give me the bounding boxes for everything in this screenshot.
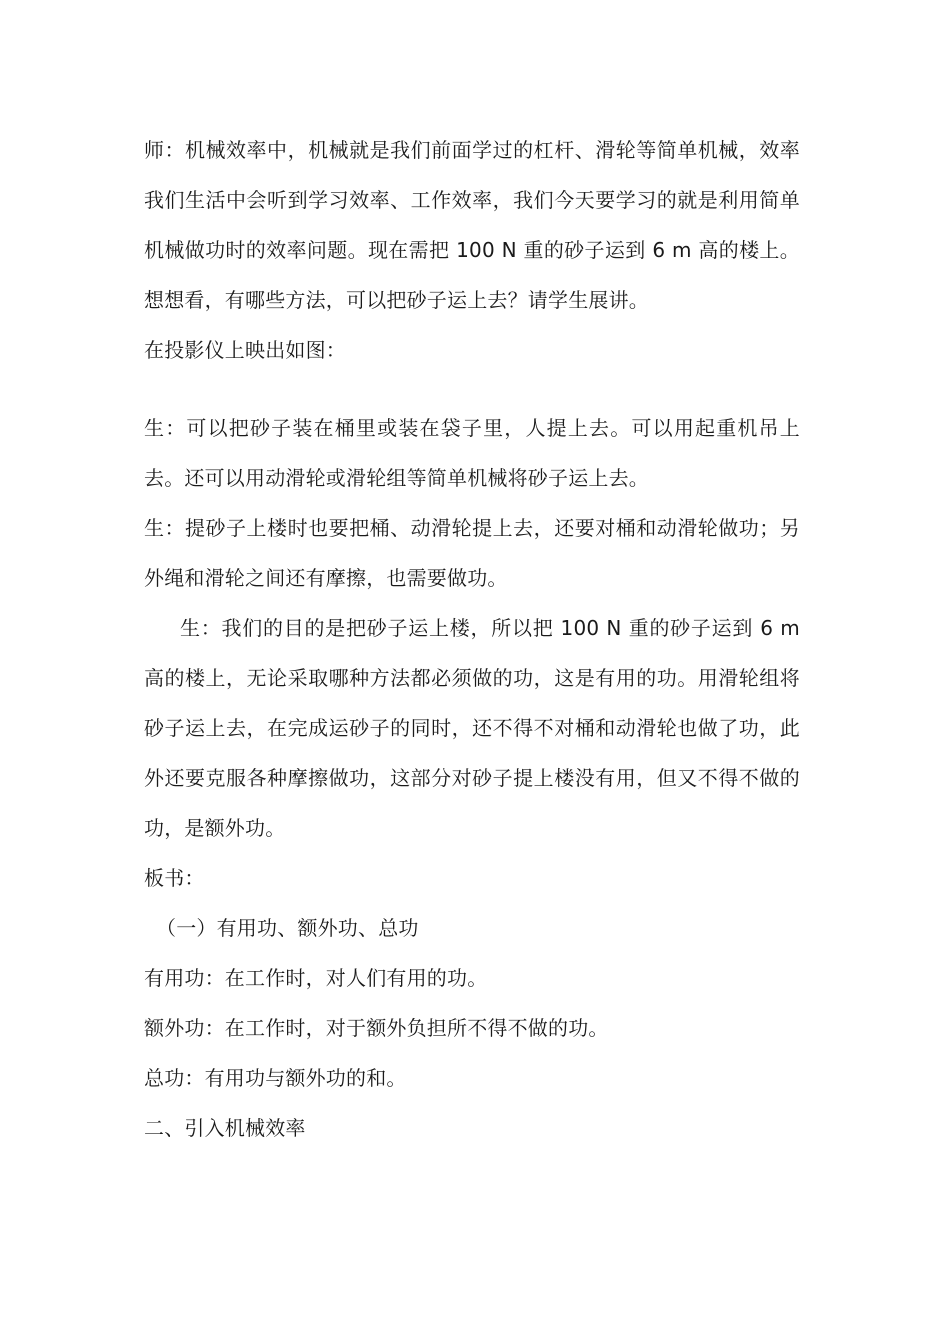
- board-label: 板书：: [144, 866, 205, 890]
- document-body: [144, 125, 800, 1153]
- projector-paragraph: 在投影仪上映出如图：: [144, 338, 346, 362]
- teacher-intro-paragraph: 师：机械效率中，机械就是我们前面学过的杠杆、滑轮等简单机械，效率我们生活中会听到学习效率、工作效率，我们今天要学习的就是利用简单机械做功时的效率问题。现在需把 100 N 重的砂子运到 6 m 高的楼上。想想看，有哪些方法，可以把砂子运上去？请学生展讲。: [144, 138, 800, 312]
- student-answer-1: 生：可以把砂子装在桶里或装在袋子里，人提上去。可以用起重机吊上去。还可以用动滑轮或滑轮组等简单机械将砂子运上去。: [144, 416, 800, 490]
- student-answer-3: 生：我们的目的是把砂子运上楼，所以把 100 N 重的砂子运到 6 m 高的楼上，无论采取哪种方法都必须做的功，这是有用的功。用滑轮组将砂子运上去，在完成运砂子的同时，还不得不对桶和动滑轮也做了功，此外还要克服各种摩擦做功，这部分对砂子提上楼没有用，但又不得不做的功，是额外功。: [144, 616, 800, 840]
- student-answer-2: 生：提砂子上楼时也要把桶、动滑轮提上去，还要对桶和动滑轮做功；另外绳和滑轮之间还有摩擦，也需要做功。: [144, 516, 800, 590]
- figure-gap: [144, 375, 800, 403]
- total-work-definition: 总功：有用功与额外功的和。: [144, 1066, 407, 1090]
- section-one-heading: （一）有用功、额外功、总功: [156, 916, 419, 940]
- useful-work-definition: 有用功：在工作时，对人们有用的功。: [144, 966, 488, 990]
- extra-work-definition: 额外功：在工作时，对于额外负担所不得不做的功。: [144, 1016, 609, 1040]
- section-two-heading: 二、引入机械效率: [144, 1116, 306, 1140]
